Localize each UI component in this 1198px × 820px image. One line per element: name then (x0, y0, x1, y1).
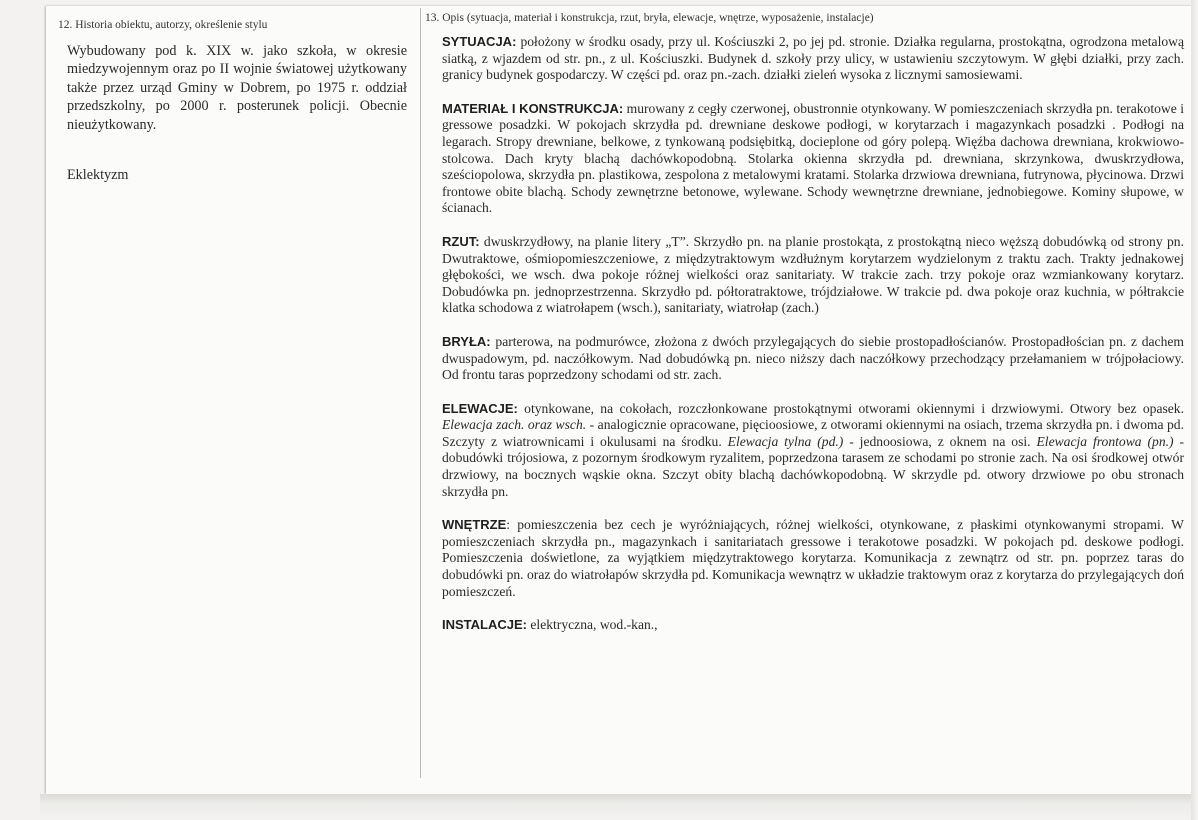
section-bryla (442, 334, 1184, 384)
section-text: - analogicznie opracowane, pięcioosiowe, z otworami okiennymi na osiach, trzema skrzydła pn. i dwoma pd. Szczyty z wiatrownicami i okulusami na środku. (442, 417, 1185, 449)
section-label: WNĘTRZE (442, 517, 507, 533)
page-right-edge (1191, 0, 1198, 820)
page-bottom-edge (40, 794, 1198, 820)
section-elewacje (442, 401, 1184, 501)
history-text: Wybudowany pod k. XIX w. jako szkoła, w okresie miedzywojennym oraz po II wojnie światowej użytkowany także przez urząd Gminy w Dobrem, po 1975 r. oddział przedszkolny, po 2000 r. posterunek policji. Obecnie nieużytkowany. (67, 43, 407, 133)
section-wnetrze (442, 517, 1184, 600)
section-italic: Elewacja zach. oraz wsch. (442, 417, 587, 433)
section-sytuacja (442, 34, 1184, 84)
history-column (58, 19, 408, 184)
section-text: murowany z cegły czerwonej, obustronnie otynkowany. W pomieszczeniach skrzydła pn. terakotowe i gressowe posadzki. W pokojach skrzydła pd. drewniane deskowe podłogi, w korytarzach i magazynkach posadzki . Podłogi na legarach. Stropy drewniane, belkowe, z tynkowaną podsiębitką, docieplone od góry polepą. Więźba dachowa drewniana, krokwiowo-stolcowa. Dach kryty blachą dachówkopodobną. Stolarka okienna skrzydła pd. drewniana, skrzynkowa, dwuskrzydłowa, sześciopolowa, skrzydła pn. plastikowa, zespolona z metalowymi kratami. Stolarka drzwiowa drewniana, futrynowa, płycinowa. Drzwi frontowe obite blachą. Schody zewnętrzne betonowe, wylewane. Schody wewnętrzne drewniane, jednobiegowe. Kominy słupowe, w ścianach. (442, 100, 1185, 216)
section-label: MATERIAŁ I KONSTRUKCJA: (442, 100, 624, 116)
history-heading: 12. Historia obiektu, autorzy, określenie stylu (58, 19, 268, 31)
description-heading: 13. Opis (sytuacja, materiał i konstrukcja, rzut, bryła, elewacje, wnętrze, wyposażenie, instalacje) (425, 12, 874, 24)
style-value: Eklektyzm (67, 167, 129, 184)
section-italic: Elewacja frontowa (pn.) (1036, 433, 1174, 449)
section-label: RZUT: (442, 233, 480, 249)
section-text: dwuskrzydłowy, na planie litery „T”. Skrzydło pn. na planie prostokąta, z prostokątną nieco węższą dobudówką od strony pn. Dwutraktowe, ośmiopomieszczeniowe, z międzytraktowym wzdłużnym korytarzem wydzielonym z traktu zach. Trakty jednakowej głębokości, we wsch. dwa pokoje różnej wielkości oraz sanitariaty. W trakcie zach. trzy pokoje oraz wzmiankowany korytarz. Dobudówka pn. jednoprzestrzenna. Skrzydło pd. półtoratraktowe, trójdziałowe. W trakcie pd. dwa pokoje oraz kuchnia, w półtrakcie klatka schodowa z wiatrołapem (wsch.), sanitariaty, wiatrołap (zach.) (442, 233, 1184, 316)
section-label: ELEWACJE: (442, 400, 518, 416)
section-rzut (442, 234, 1184, 317)
section-text: położony w środku osady, przy ul. Kościuszki 2, po jej pd. stronie. Działka regularna, prostokątna, ogrodzona metalową siatką, z wjazdem od str. pn., z ul. Kościuszki. Budynek d. szkoły przy ulicy, w ustawieniu szczytowym. W głębi działki, przy zach. granicy budynek gospodarczy. W części pd. oraz pn.-zach. działki zieleń wysoka z licznymi samosiewami. (442, 34, 1184, 83)
section-text: otynkowane, na cokołach, rozczłonkowane prostokątnymi otworami okiennymi i drzwiowymi. Otwory bez opasek. (517, 400, 1184, 416)
section-text: - dobudówki trójosiowa, z pozornym środkowym ryzalitem, poprzedzona tarasem ze schodami po stronie zach. Na osi środkowej otwór drzwiowy, na bocznych wąskie okna. Szczyt obity blachą dachówkopodobną. W skrzydle pd. otwory drzwiowe po obu stronach skrzydła pn. (442, 433, 1184, 499)
section-text: elektryczna, wod.-kan., (526, 617, 658, 633)
section-italic: Elewacja tylna (pd.) (727, 433, 844, 449)
section-label: BRYŁA: (442, 333, 491, 349)
section-label: SYTUACJA: (442, 34, 517, 49)
section-material (442, 101, 1184, 217)
section-instalacje (442, 617, 1184, 634)
section-label: INSTALACJE: (442, 617, 527, 633)
section-text: parterowa, na podmurówce, złożona z dwóch przylegających do siebie prostopadłościanów. Prostopadłościan pn. z dachem dwuspadowym, pd. naczółkowym. Nad dobudówką pn. nieco niższy dach naczółkowy przechodzący przełamaniem w trójpołaciowy. Od frontu taras poprzedzony schodami od str. zach. (442, 333, 1184, 383)
description-column (425, 12, 1185, 651)
section-text: : pomieszczenia bez cech je wyróżniających, różnej wielkości, otynkowane, z płaskimi otynkowanymi stropami. W pomieszczeniach skrzydła pn., magazynkach i sanitariatach gressowe i terakotowe posadzki. W pokojach pd. deskowe podłogi. Pomieszczenia doświetlone, za wyjątkiem międzytraktowego korytarza. Komunikacja z zewnątrz od str. pn. poprzez taras do dobudówki pn. oraz do wiatrołapów skrzydła pd. Komunikacja wewnątrz w układzie traktowym oraz z korytarza do przylegających doń pomieszczeń. (442, 517, 1184, 599)
description-sections (442, 34, 1184, 634)
section-text: - jednoosiowa, z oknem na osi. (843, 433, 1037, 449)
column-divider (420, 8, 421, 778)
